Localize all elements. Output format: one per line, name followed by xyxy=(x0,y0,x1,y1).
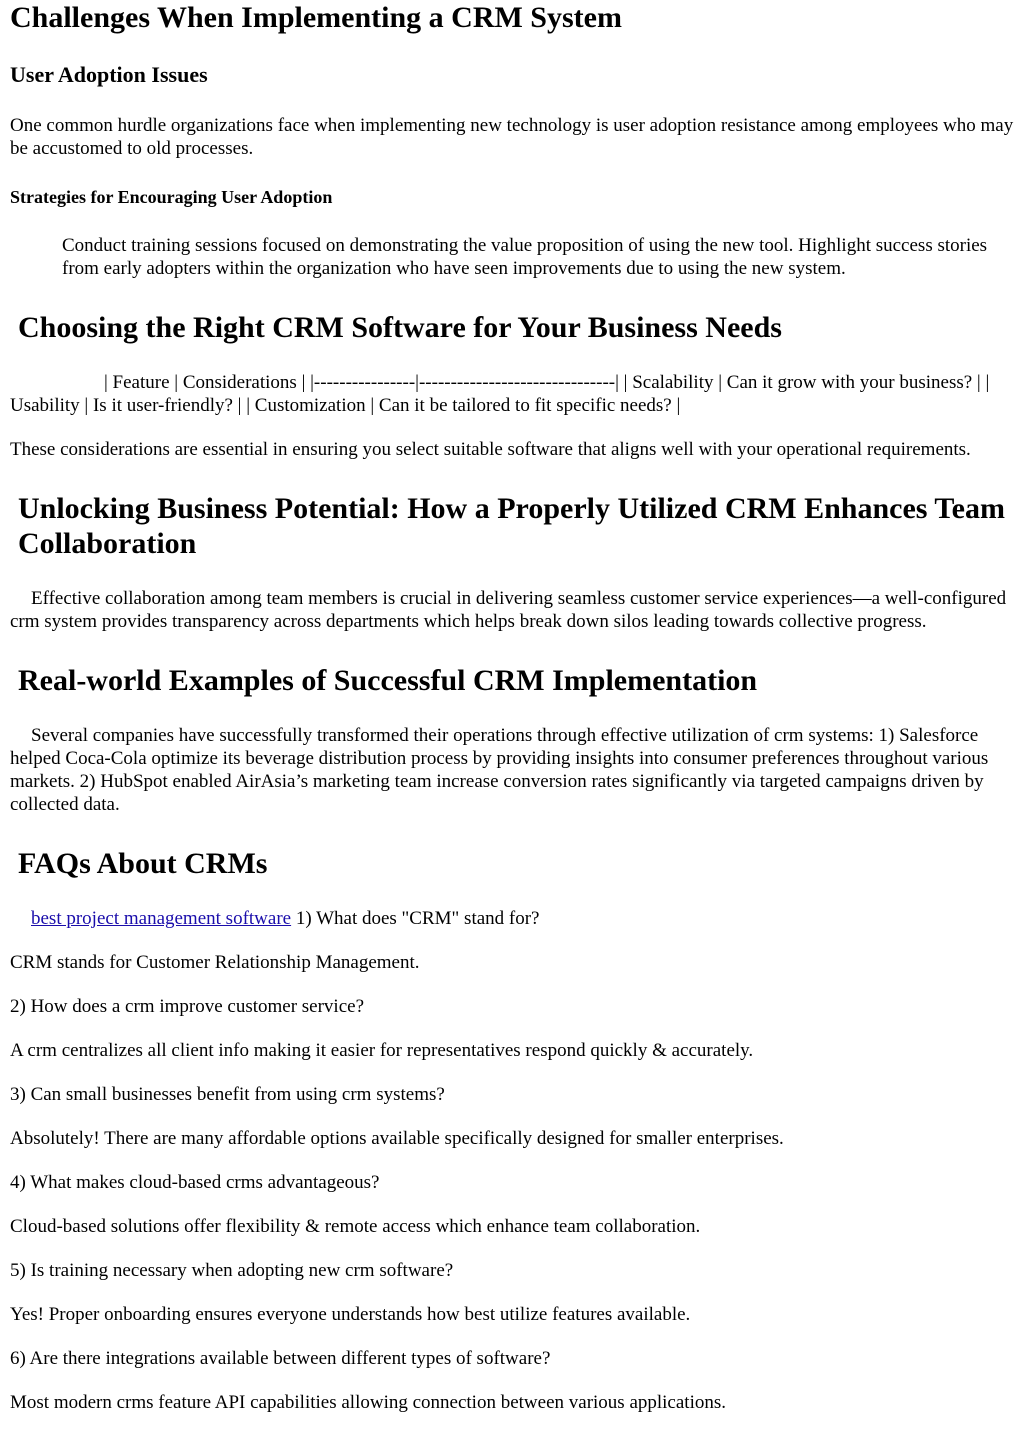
faq-intro-line xyxy=(10,907,1014,930)
faq-answer-1: CRM stands for Customer Relationship Management. xyxy=(10,952,420,973)
faq-answer-2: A crm centralizes all client info making it easier for representatives respond quickly & accurately. xyxy=(10,1040,754,1061)
faq-question-1: 1) What does "CRM" stand for? xyxy=(291,908,540,929)
faq-answer-5: Yes! Proper onboarding ensures everyone understands how best utilize features available. xyxy=(10,1304,691,1325)
faq-question-4: 4) What makes cloud-based crms advantageous? xyxy=(10,1172,380,1193)
best-project-management-software-link[interactable]: best project management software xyxy=(31,908,292,929)
paragraph-collaboration: Effective collaboration among team members is crucial in delivering seamless customer service experiences—a well-configured crm system provides transparency across departments which helps break down silos leading towards collective progress. xyxy=(10,588,1007,632)
faq-question-6: 6) Are there integrations available between different types of software? xyxy=(10,1348,551,1369)
paragraph-adoption-intro: One common hurdle organizations face when implementing new technology is user adoption resistance among employees who may be accustomed to old processes. xyxy=(10,115,1014,159)
page-title: Challenges When Implementing a CRM System xyxy=(10,1,622,34)
heading-real-world-examples: Real-world Examples of Successful CRM Implementation xyxy=(18,664,758,697)
faq-question-3: 3) Can small businesses benefit from using crm systems? xyxy=(10,1084,445,1105)
faq-question-2: 2) How does a crm improve customer service? xyxy=(10,996,365,1017)
faq-answer-3: Absolutely! There are many affordable options available specifically designed for smaller enterprises. xyxy=(10,1128,784,1149)
faq-question-5: 5) Is training necessary when adopting new crm software? xyxy=(10,1260,454,1281)
paragraph-feature-table: | Feature | Considerations | |----------------|-------------------------------| | Scalability | Can it grow with your business? | | Usability | Is it user-friendly? | | Customization | Can it be tailored to fit specific needs? | xyxy=(10,372,990,416)
heading-choosing-crm: Choosing the Right CRM Software for Your Business Needs xyxy=(18,311,782,344)
heading-unlocking-potential: Unlocking Business Potential: How a Properly Utilized CRM Enhances Team Collaboration xyxy=(18,492,1005,560)
paragraph-strategies: Conduct training sessions focused on demonstrating the value proposition of using the new tool. Highlight success stories from early adopters within the organization who have seen improvements due to using the new system. xyxy=(62,235,988,279)
heading-strategies: Strategies for Encouraging User Adoption xyxy=(10,187,333,207)
heading-faqs: FAQs About CRMs xyxy=(18,847,268,880)
faq-answer-6: Most modern crms feature API capabilities allowing connection between various applications. xyxy=(10,1392,726,1413)
paragraph-examples: Several companies have successfully transformed their operations through effective utilization of crm systems: 1) Salesforce helped Coca-Cola optimize its beverage distribution process by providing insights into consumer preferences throughout various markets. 2) HubSpot enabled AirAsia’s marketing team increase conversion rates significantly via targeted campaigns driven by collected data. xyxy=(10,725,989,815)
paragraph-considerations: These considerations are essential in ensuring you select suitable software that aligns well with your operational requirements. xyxy=(10,439,971,460)
section-subtitle-user-adoption: User Adoption Issues xyxy=(10,62,208,87)
faq-answer-4: Cloud-based solutions offer flexibility & remote access which enhance team collaboration. xyxy=(10,1216,701,1237)
